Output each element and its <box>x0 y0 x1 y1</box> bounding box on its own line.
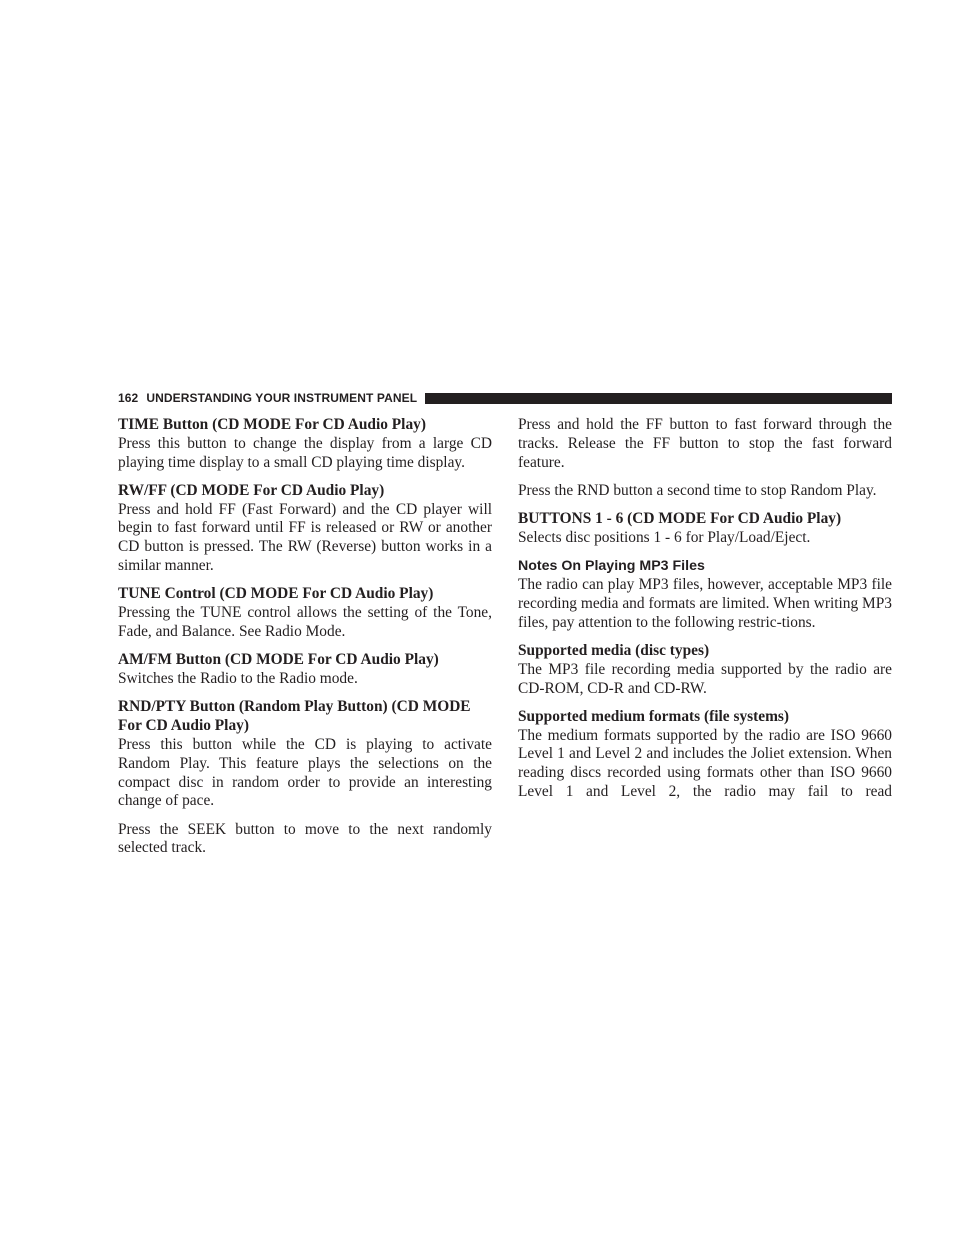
section-text: Press and hold FF (Fast Forward) and the CD player will begin to fast forward until FF is released or RW or another CD button is pressed. The RW (Reverse) button works in a similar manner. <box>118 500 492 575</box>
section-text: The medium formats supported by the radio are ISO 9660 Level 1 and Level 2 and includes the Joliet extension. When reading discs recorded using formats other than ISO 9660 Level 1 and Level 2, the radio may fail to read <box>518 726 892 801</box>
left-column <box>118 416 492 868</box>
page-number: 162 <box>118 391 139 405</box>
mp3-notes-section <box>518 557 892 632</box>
section-heading: Supported media (disc types) <box>518 641 710 659</box>
rnd-pty-section <box>118 698 492 811</box>
section-heading: TUNE Control (CD MODE For CD Audio Play) <box>118 585 434 603</box>
section-text: Press the SEEK button to move to the next randomly selected track. <box>118 820 492 857</box>
supported-formats-section <box>518 708 892 802</box>
section-title: UNDERSTANDING YOUR INSTRUMENT PANEL <box>146 391 418 405</box>
paragraph-text: Press the RND button a second time to stop Random Play. <box>518 481 877 499</box>
section-heading: BUTTONS 1 - 6 (CD MODE For CD Audio Play) <box>518 510 842 528</box>
paragraph-text: Press and hold the FF button to fast forward through the tracks. Release the FF button to stop the fast forward feature. <box>518 416 892 471</box>
section-text: The MP3 file recording media supported by the radio are CD-ROM, CD-R and CD-RW. <box>518 660 892 697</box>
am-fm-section <box>118 651 492 689</box>
section-heading: AM/FM Button (CD MODE For CD Audio Play) <box>118 651 439 669</box>
section-heading: Supported medium formats (file systems) <box>518 707 790 725</box>
buttons-1-6-section <box>518 510 892 548</box>
rw-ff-section <box>118 482 492 576</box>
right-column <box>518 416 892 811</box>
subsection-heading: Notes On Playing MP3 Files <box>518 558 705 575</box>
time-button-section <box>118 416 492 472</box>
section-text: The radio can play MP3 files, however, acceptable MP3 file recording media and formats are limited. When writing MP3 files, pay attention to the following restric-tions. <box>518 576 892 631</box>
tune-control-section <box>118 585 492 641</box>
section-text: Selects disc positions 1 - 6 for Play/Load/Eject. <box>518 528 811 546</box>
rnd-paragraph <box>518 482 892 501</box>
page-header <box>118 390 892 406</box>
section-text: Pressing the TUNE control allows the setting of the Tone, Fade, and Balance. See Radio Mode. <box>118 604 492 640</box>
section-text: Press this button while the CD is playing to activate Random Play. This feature plays the selections on the compact disc in random order to provide an interesting change of pace. <box>118 735 492 810</box>
section-text: Switches the Radio to the Radio mode. <box>118 670 358 688</box>
ff-paragraph <box>518 416 892 472</box>
section-heading: RW/FF (CD MODE For CD Audio Play) <box>118 481 385 499</box>
seek-paragraph <box>118 821 492 859</box>
header-rule <box>425 393 892 404</box>
section-text: Press this button to change the display from a large CD playing time display to a small CD playing time display. <box>118 434 492 471</box>
supported-media-section <box>518 642 892 698</box>
section-heading: RND/PTY Button (Random Play Button) (CD MODE For CD Audio Play) <box>118 698 471 735</box>
section-heading: TIME Button (CD MODE For CD Audio Play) <box>118 416 426 433</box>
